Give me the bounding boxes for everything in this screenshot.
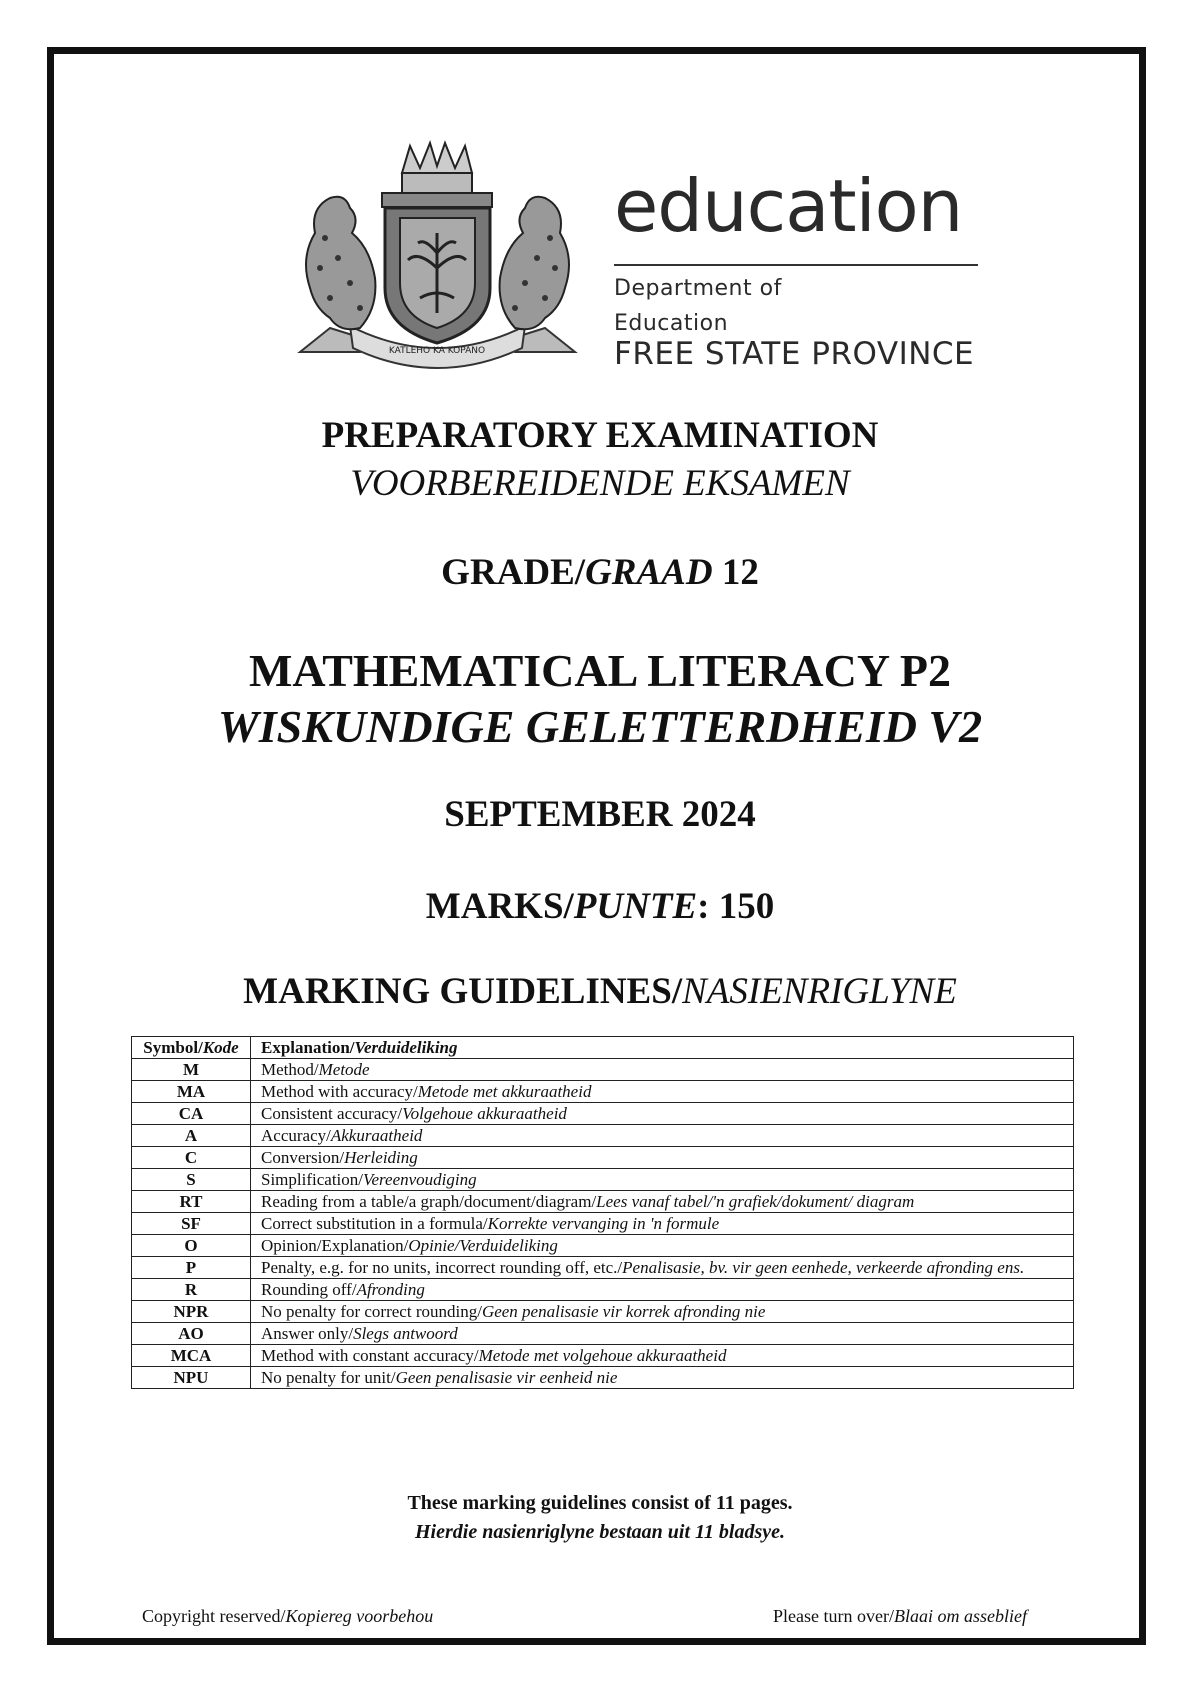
crest-motto: KATLEHO KA KOPANO [388,346,486,356]
symbol-cell: C [132,1147,251,1169]
symbol-cell: A [132,1125,251,1147]
explanation-cell [251,1191,1074,1213]
explanation-cell [251,1169,1074,1191]
explanation-cell [251,1059,1074,1081]
marking-symbols-table [131,1036,1074,1389]
table-row [132,1235,1074,1257]
symbol-cell: MA [132,1081,251,1103]
explanation-en: No penalty for unit/ [261,1368,396,1387]
symbol-cell: S [132,1169,251,1191]
symbol-header-af: Kode [202,1038,239,1057]
department-line-1: Department of [614,276,782,301]
explanation-af: Opinie/Verduideliking [408,1236,558,1255]
table-row [132,1169,1074,1191]
explanation-af: Slegs antwoord [353,1324,458,1343]
explanation-en: Reading from a table/a graph/document/diagram/ [261,1192,597,1211]
marks-line [100,885,1100,928]
explanation-cell [251,1279,1074,1301]
exam-date: SEPTEMBER 2024 [444,794,756,835]
explanation-cell [251,1081,1074,1103]
education-brand-block [614,164,984,372]
explanation-en: Answer only/ [261,1324,354,1343]
table-row [132,1147,1074,1169]
explanation-af: Afronding [356,1280,425,1299]
explanation-af: Lees vanaf tabel/'n grafiek/dokument/ diagram [596,1192,915,1211]
explanation-af: Metode [318,1060,370,1079]
explanation-en: Rounding off/ [261,1280,357,1299]
explanation-en: Method with constant accuracy/ [261,1346,479,1365]
table-row [132,1323,1074,1345]
explanation-af: Geen penalisasie vir korrek afronding nie [481,1302,766,1321]
turn-en: Please turn over/ [773,1606,894,1626]
symbol-cell: CA [132,1103,251,1125]
explanation-en: Accuracy/ [261,1126,331,1145]
explanation-header-en: Explanation/ [261,1038,355,1057]
exam-title-en: PREPARATORY EXAMINATION [321,415,879,456]
explanation-af: Geen penalisasie vir eenheid nie [395,1368,618,1387]
explanation-en: Conversion/ [261,1148,345,1167]
marks-en: MARKS/ [425,886,574,927]
province-name: FREE STATE PROVINCE [614,336,975,372]
explanation-cell [251,1103,1074,1125]
symbol-cell: MCA [132,1345,251,1367]
table-row [132,1345,1074,1367]
explanation-af: Akkuraatheid [330,1126,423,1145]
table-row [132,1257,1074,1279]
symbol-cell: R [132,1279,251,1301]
symbol-cell: M [132,1059,251,1081]
education-wordmark: education [614,164,963,248]
explanation-af: Vereenvoudiging [363,1170,477,1189]
explanation-af: Korrekte vervanging in 'n formule [487,1214,720,1233]
explanation-header-af: Verduideliking [354,1038,458,1057]
explanation-en: Method/ [261,1060,319,1079]
symbol-header-en: Symbol/ [143,1038,203,1057]
copyright-en: Copyright reserved/ [142,1606,286,1626]
table-header-row [132,1037,1074,1059]
grade-number: 12 [712,552,759,593]
exam-title-af: VOORBEREIDENDE EKSAMEN [350,463,850,504]
explanation-cell [251,1345,1074,1367]
guidelines-af: NASIENRIGLYNE [682,971,957,1012]
table-row [132,1213,1074,1235]
grade-af: GRAAD [585,552,713,593]
explanation-en: Opinion/Explanation/ [261,1236,409,1255]
symbol-cell: SF [132,1213,251,1235]
subject-title-en: MATHEMATICAL LITERACY P2 [249,645,951,696]
explanation-en: Correct substitution in a formula/ [261,1214,488,1233]
table-row [132,1059,1074,1081]
explanation-en: Method with accuracy/ [261,1082,418,1101]
explanation-af: Penalisasie, bv. vir geen eenhede, verkeerde afronding ens. [622,1258,1025,1277]
symbol-cell: AO [132,1323,251,1345]
guidelines-title [100,970,1100,1013]
table-row [132,1103,1074,1125]
symbol-cell: O [132,1235,251,1257]
brand-divider [614,264,978,266]
explanation-cell [251,1213,1074,1235]
page-count-af: Hierdie nasienriglyne bestaan uit 11 bladsye. [414,1521,785,1543]
explanation-cell [251,1301,1074,1323]
marks-af: PUNTE [573,886,698,927]
symbol-cell: RT [132,1191,251,1213]
explanation-en: Simplification/ [261,1170,363,1189]
turn-af: Blaai om asseblief [893,1606,1027,1626]
copyright-notice [142,1606,433,1627]
turn-over-notice [773,1606,1027,1627]
symbol-cell: NPU [132,1367,251,1389]
marks-value: : 150 [697,886,775,927]
table-row [132,1367,1074,1389]
explanation-cell [251,1125,1074,1147]
symbol-cell: P [132,1257,251,1279]
table-row [132,1301,1074,1323]
explanation-cell [251,1147,1074,1169]
grade-en: GRADE/ [441,552,586,593]
explanation-af: Herleiding [344,1148,418,1167]
explanation-af: Metode met akkuraatheid [417,1082,592,1101]
explanation-en: No penalty for correct rounding/ [261,1302,482,1321]
symbol-column-header [132,1037,251,1059]
explanation-af: Volgehoue akkuraatheid [402,1104,567,1123]
explanation-cell [251,1323,1074,1345]
explanation-en: Consistent accuracy/ [261,1104,403,1123]
table-row [132,1191,1074,1213]
table-row [132,1125,1074,1147]
table-row [132,1279,1074,1301]
explanation-cell [251,1367,1074,1389]
copyright-af: Kopiereg voorbehou [285,1606,434,1626]
explanation-en: Penalty, e.g. for no units, incorrect rounding off, etc./ [261,1258,623,1277]
symbol-cell: NPR [132,1301,251,1323]
subject-title-af: WISKUNDIGE GELETTERDHEID V2 [217,701,983,752]
explanation-af: Metode met volgehoue akkuraatheid [478,1346,727,1365]
explanation-cell [251,1235,1074,1257]
table-row [132,1081,1074,1103]
grade-line [100,551,1100,594]
explanation-column-header [251,1037,1074,1059]
guidelines-en: MARKING GUIDELINES/ [243,971,683,1012]
page-count-en: These marking guidelines consist of 11 pages. [407,1492,793,1514]
free-state-coat-of-arms-logo [290,138,585,374]
department-line-2: Education [614,311,729,336]
explanation-cell [251,1257,1074,1279]
